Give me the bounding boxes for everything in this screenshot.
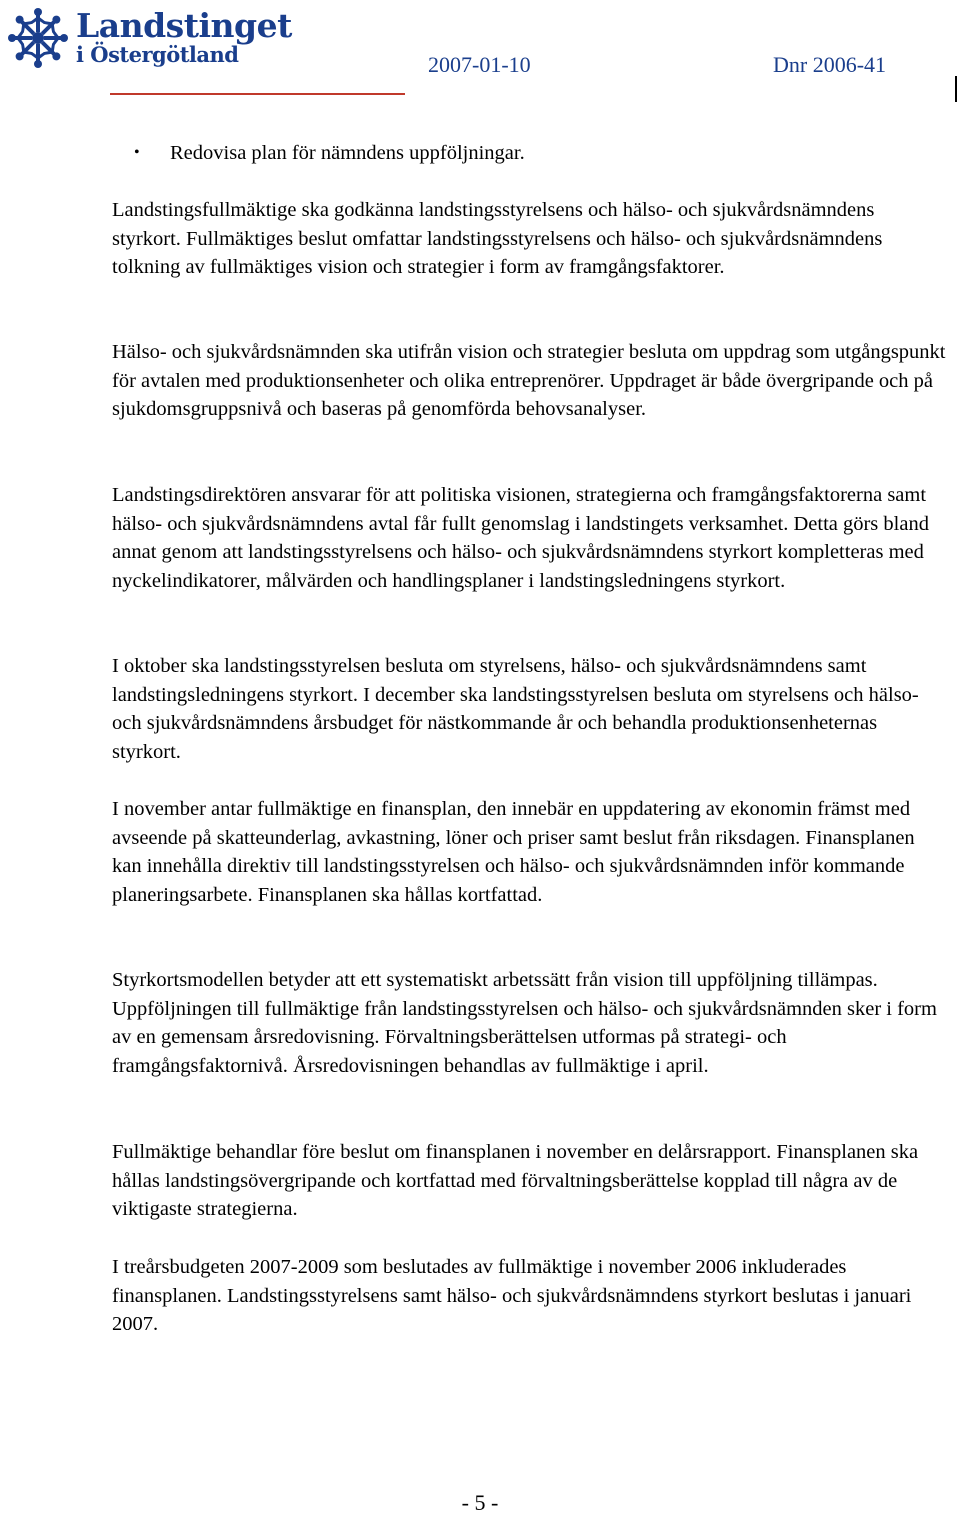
logo-text-line2: i Östergötland [76, 42, 239, 67]
paragraph-1: Landstingsfullmäktige ska godkänna landstingsstyrelsens och hälso- och sjukvårdsnämndens styrkort. Fullmäktiges beslut omfattar landstingsstyrelsens och hälso- och sjukvårdsnämndens tolkning av fullmäktiges vision och strategier i form av framgångsfaktorer. [112, 199, 883, 279]
paragraph-8: I treårsbudgeten 2007-2009 som beslutades av fullmäktige i november 2006 inkluderades finansplanen. Landstingsstyrelsens samt hälso- och sjukvårdsnämndens styrkort beslutas i januari 2007. [112, 1256, 912, 1336]
bullet-item-text: Redovisa plan för nämndens uppföljningar. [170, 142, 525, 164]
paragraph-7: Fullmäktige behandlar före beslut om finansplanen i november en delårsrapport. Finansplanen ska hållas landstingsövergripande och kortfattad med förvaltningsberättelse kopplad till några av de viktigaste strategierna. [112, 1141, 919, 1221]
header-rule [110, 93, 405, 95]
header-diary-number: Dnr 2006-41 [773, 52, 887, 77]
logo-text-line1: Landstinget [76, 6, 292, 45]
paragraph-4: I oktober ska landstingsstyrelsen besluta om styrelsens, hälso- och sjukvårdsnämndens samt landstingsledningens styrkort. I december ska landstingsstyrelsen besluta om styrelsens och hälso- och sjukvårdsnämndens årsbudget för nästkommande år och behandla produktionsenheternas styrkort. [112, 655, 919, 763]
landstinget-logo [6, 6, 306, 72]
paragraph-3: Landstingsdirektören ansvarar för att politiska visionen, strategierna och framgångsfaktorerna samt hälso- och sjukvårdsnämndens avtal får fullt genomslag i landstingets verksamhet. Detta görs bland annat genom att landstingsstyrelsens och hälso- och sjukvårdsnämndens styrkort kompletteras med nyckelindikatorer, målvärden och handlingsplaner i landstingsledningens styrkort. [112, 484, 929, 592]
header-date: 2007-01-10 [428, 52, 531, 77]
paragraph-5: I november antar fullmäktige en finansplan, den innebär en uppdatering av ekonomin främst med avseende på skatteunderlag, avkastning, löner och priser samt beslut från riksdagen. Finansplanen kan innehålla direktiv till landstingsstyrelsen och hälso- och sjukvårdsnämnden inför kommande planeringsarbete. Finansplanen ska hållas kortfattad. [112, 798, 915, 906]
snowflake-logo-icon [6, 6, 70, 70]
header-margin-bar [955, 76, 957, 102]
paragraph-2: Hälso- och sjukvårdsnämnden ska utifrån vision och strategier besluta om uppdrag som utgångspunkt för avtalen med produktionsenheter och olika entreprenörer. Uppdraget är både övergripande och på sjukdomsgruppsnivå och baseras på genomförda behovsanalyser. [112, 341, 946, 421]
paragraph-6: Styrkortsmodellen betyder att ett systematiskt arbetssätt från vision till uppföljning tillämpas. Uppföljningen till fullmäktige från landstingsstyrelsen och hälso- och sjukvårdsnämnden sker i form av en gemensam årsredovisning. Förvaltningsberättelsen utformas på strategi- och framgångsfaktornivå. Årsredovisningen behandlas av fullmäktige i april. [112, 969, 937, 1077]
page-number: - 5 - [461, 1490, 499, 1515]
bullet-icon: • [134, 144, 140, 161]
